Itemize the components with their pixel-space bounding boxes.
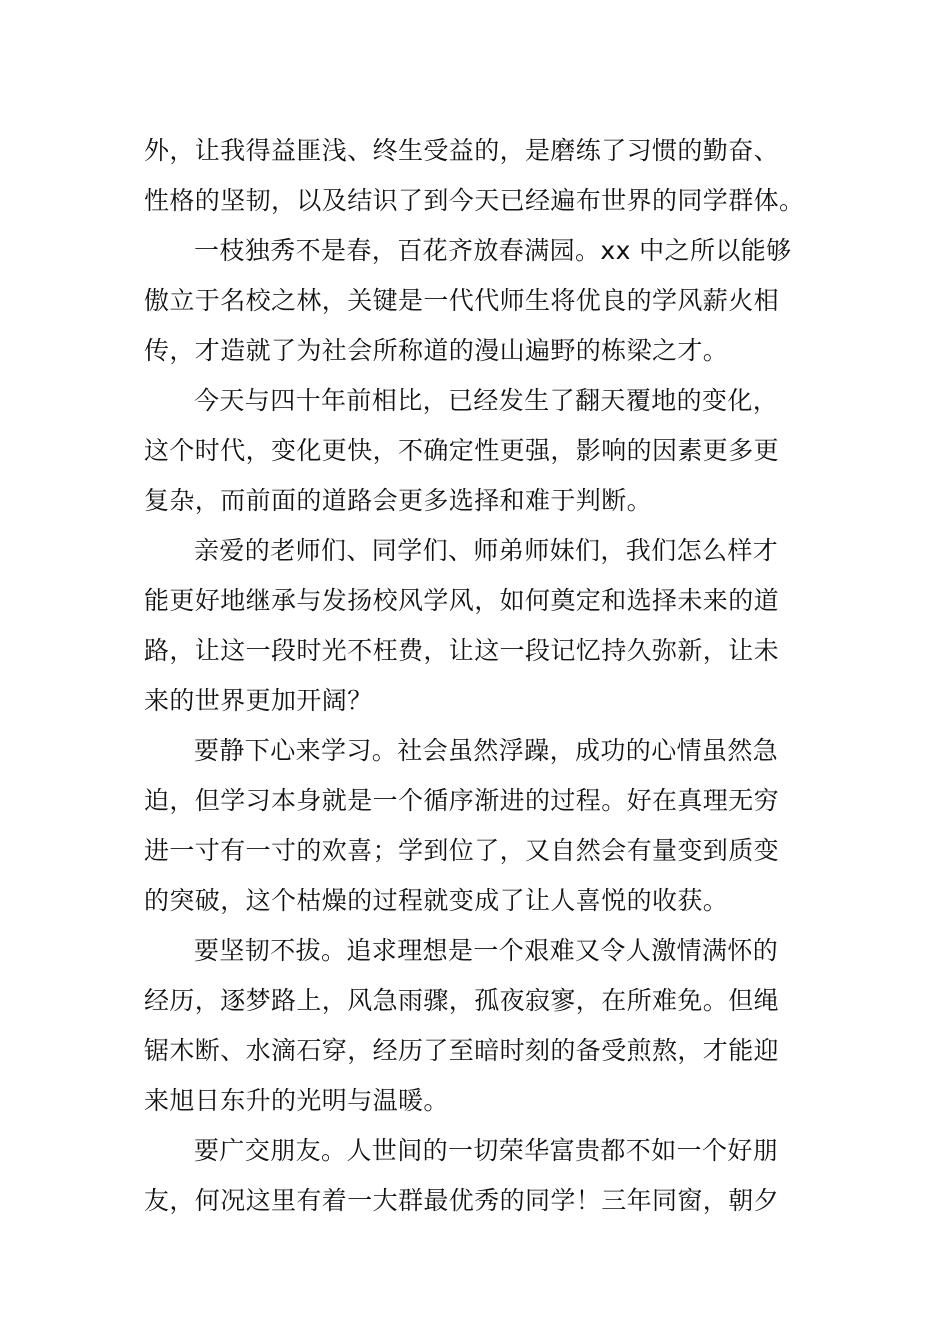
paragraph [144, 926, 812, 1126]
text-line: 锯木断、水滴石穿，经历了至暗时刻的备受煎熬，才能迎 [144, 1036, 780, 1065]
text-line: 进一寸有一寸的欢喜；学到位了，又自然会有量变到质变 [144, 836, 780, 865]
text-line: 来旭日东升的光明与温暖。 [144, 1086, 449, 1115]
text-line: 一枝独秀不是春，百花齐放春满园。xx 中之所以能够 [194, 236, 792, 265]
text-line: 能更好地继承与发扬校风学风，如何奠定和选择未来的道 [144, 586, 780, 615]
text-line: 这个时代，变化更快，不确定性更强，影响的因素更多更 [144, 436, 780, 465]
text-line: 要坚韧不拔。追求理想是一个艰难又令人激情满怀的 [194, 936, 779, 965]
text-line: 要静下心来学习。社会虽然浮躁，成功的心情虽然急 [194, 736, 779, 765]
text-line: 的突破，这个枯燥的过程就变成了让人喜悦的收获。 [144, 886, 729, 915]
text-line: 今天与四十年前相比，已经发生了翻天覆地的变化， [194, 386, 779, 415]
text-line: 傲立于名校之林，关键是一代代师生将优良的学风薪火相 [144, 286, 780, 315]
text-line: 亲爱的老师们、同学们、师弟师妹们，我们怎么样才 [194, 536, 779, 565]
paragraph [144, 126, 812, 226]
text-line: 外，让我得益匪浅、终生受益的，是磨练了习惯的勤奋、 [144, 136, 780, 165]
text-line: 复杂，而前面的道路会更多选择和难于判断。 [144, 486, 653, 515]
text-line: 要广交朋友。人世间的一切荣华富贵都不如一个好朋 [194, 1136, 779, 1165]
document-body [144, 126, 812, 1226]
text-line: 性格的坚韧，以及结识了到今天已经遍布世界的同学群体。 [144, 186, 805, 215]
text-line: 迫，但学习本身就是一个循序渐进的过程。好在真理无穷 [144, 786, 780, 815]
paragraph [144, 226, 812, 376]
text-line: 路，让这一段时光不枉费，让这一段记忆持久弥新，让未 [144, 636, 780, 665]
text-line: 友，何况这里有着一大群最优秀的同学！三年同窗，朝夕 [144, 1186, 780, 1215]
text-line: 经历，逐梦路上，风急雨骤，孤夜寂寥，在所难免。但绳 [144, 986, 780, 1015]
paragraph [144, 376, 812, 526]
text-line: 来的世界更加开阔？ [144, 686, 373, 715]
text-line: 传，才造就了为社会所称道的漫山遍野的栋梁之才。 [144, 336, 729, 365]
paragraph [144, 726, 812, 926]
paragraph [144, 526, 812, 726]
paragraph [144, 1126, 812, 1226]
